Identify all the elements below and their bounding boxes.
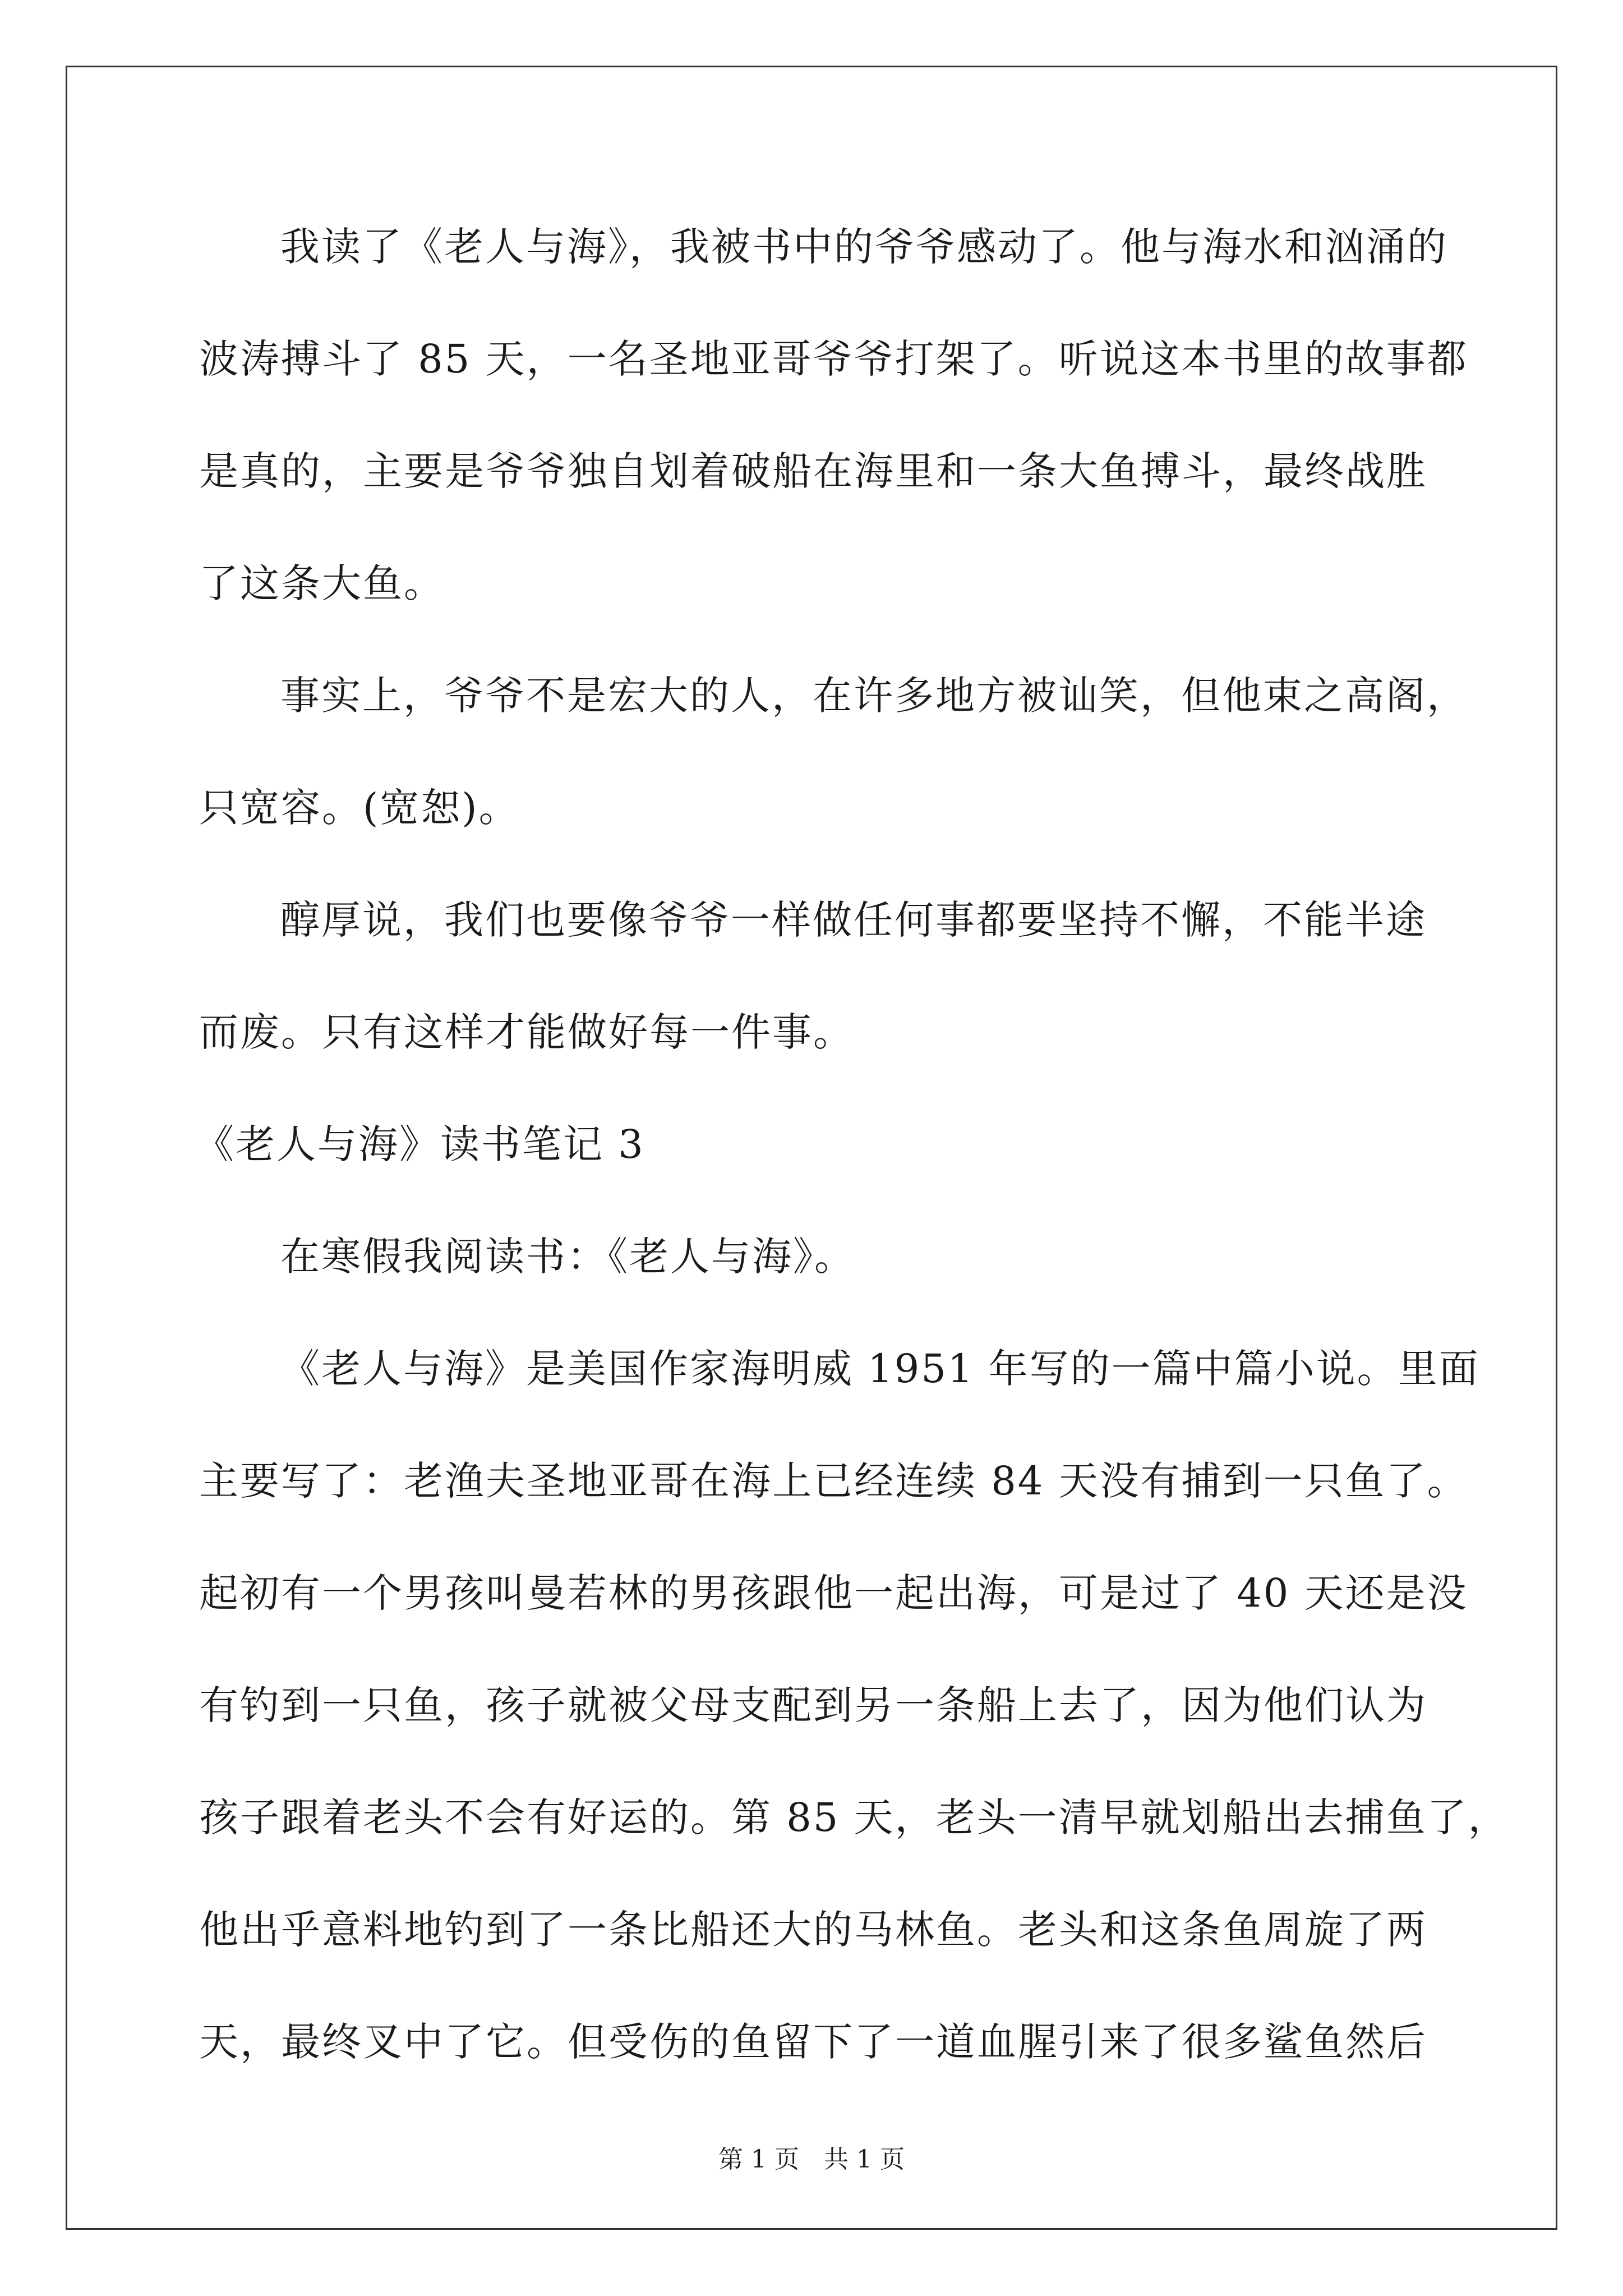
text-line: 在寒假我阅读书：《老人与海》。: [280, 1234, 855, 1280]
text-line: 有钓到一只鱼，孩子就被父母支配到另一条船上去了，因为他们认为: [199, 1682, 1427, 1728]
text-line: 而废。只有这样才能做好每一件事。: [199, 1009, 854, 1055]
text-line: 了这条大鱼。: [199, 560, 445, 606]
text-line: 主要写了：老渔夫圣地亚哥在海上已经连续 84 天没有捕到一只鱼了。: [199, 1458, 1468, 1504]
text-line: 事实上，爷爷不是宏大的人，在许多地方被讪笑，但他束之高阁，: [280, 673, 1468, 719]
text-line: 天，最终叉中了它。但受伤的鱼留下了一道血腥引来了很多鲨鱼然后: [199, 2019, 1427, 2065]
text-line: 波涛搏斗了 85 天，一名圣地亚哥爷爷打架了。听说这本书里的故事都: [199, 336, 1468, 382]
text-line: 只宽容。(宽恕)。: [199, 785, 520, 831]
text-line: 孩子跟着老头不会有好运的。第 85 天，老头一清早就划船出去捕鱼了，: [199, 1795, 1509, 1841]
section-heading: 《老人与海》读书笔记 3: [195, 1121, 645, 1167]
text-line: 《老人与海》是美国作家海明威 1951 年写的一篇中篇小说。里面: [280, 1346, 1480, 1392]
text-line: 是真的，主要是爷爷独自划着破船在海里和一条大鱼搏斗，最终战胜: [199, 448, 1427, 494]
text-line: 他出乎意料地钓到了一条比船还大的马林鱼。老头和这条鱼周旋了两: [199, 1907, 1427, 1953]
document-body: [195, 202, 1509, 2109]
text-line: 起初有一个男孩叫曼若林的男孩跟他一起出海，可是过了 40 天还是没: [199, 1570, 1468, 1616]
text-line: 我读了《老人与海》，我被书中的爷爷感动了。他与海水和汹涌的: [280, 224, 1448, 270]
text-line: 醇厚说，我们也要像爷爷一样做任何事都要坚持不懈，不能半途: [280, 897, 1427, 943]
page-footer: 第 1 页 共 1 页: [718, 2145, 905, 2174]
